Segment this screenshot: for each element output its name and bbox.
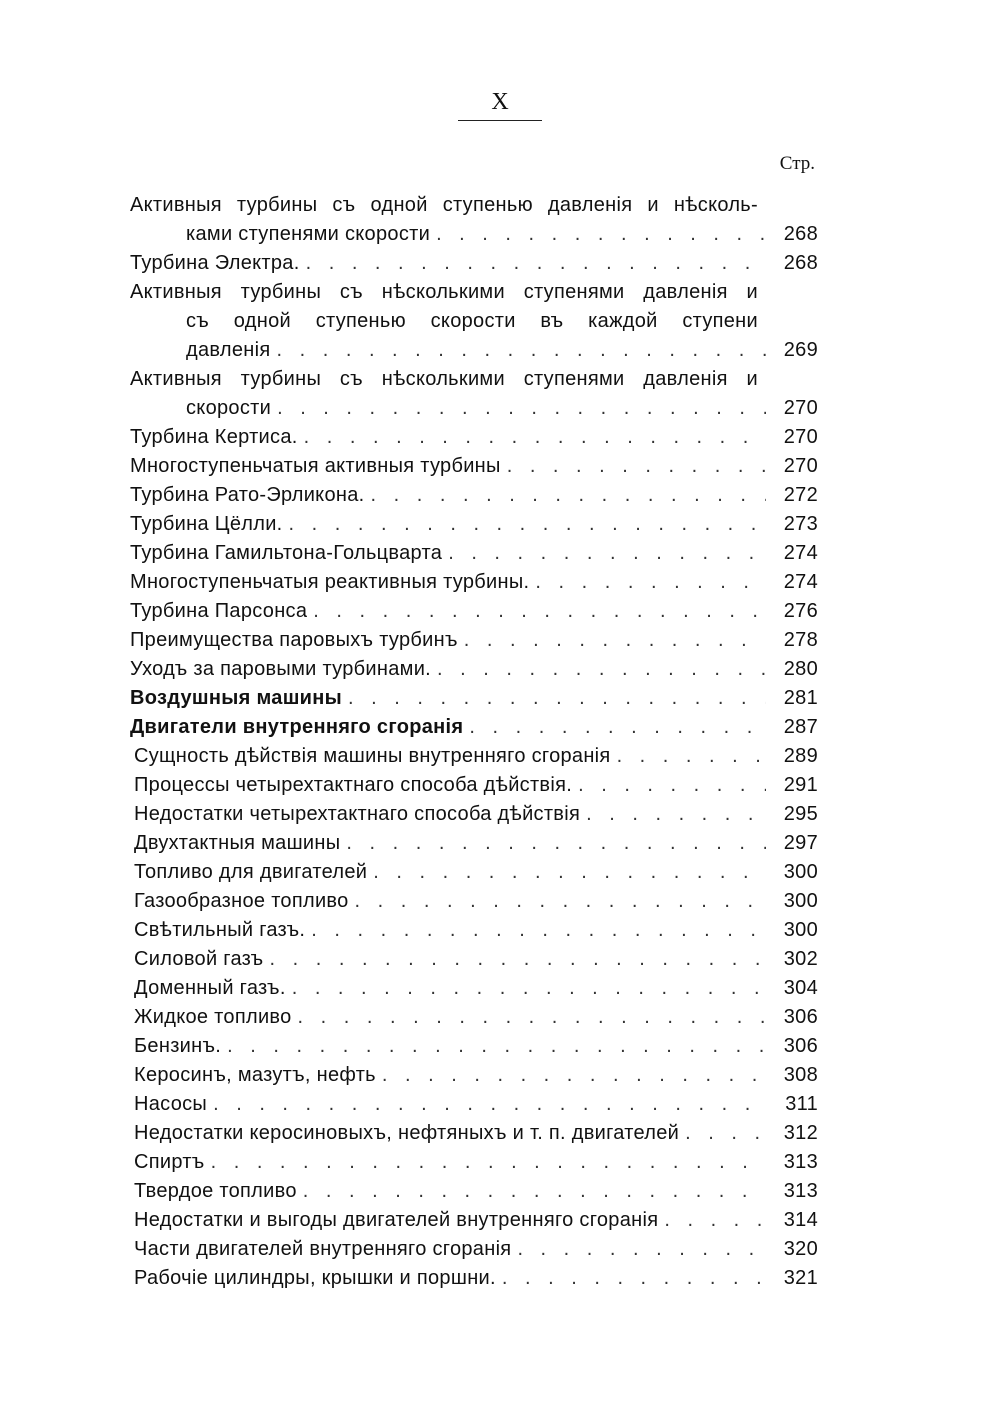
- toc-entry-line: [130, 394, 818, 423]
- toc-entry-title: скорости: [186, 397, 272, 419]
- toc-entry: [130, 800, 818, 829]
- dot-leader: [277, 394, 766, 423]
- dot-leader: [311, 916, 766, 945]
- dot-leader: [348, 684, 766, 713]
- page-number: X: [491, 89, 509, 115]
- toc-entry-title: Турбина Гамильтона-Гольцварта: [130, 542, 443, 564]
- toc-entry-title: Преимущества паровыхъ турбинъ: [130, 629, 458, 651]
- toc-entry-title: Турбина Цёлли.: [130, 513, 283, 535]
- toc-entry: [130, 1148, 818, 1177]
- toc-entry-page: 268: [783, 252, 818, 274]
- toc-entry-title: Газообразное топливо: [134, 890, 349, 912]
- toc-entry-title: Твердое топливо: [134, 1180, 297, 1202]
- dot-leader: [276, 336, 766, 365]
- toc-entry-line: [130, 423, 818, 452]
- dot-leader: [437, 655, 766, 684]
- toc-entry-page: 308: [783, 1064, 818, 1086]
- toc-entry-page: 300: [783, 861, 818, 883]
- toc-entry-page: 280: [783, 658, 818, 680]
- toc-entry-line: [130, 597, 818, 626]
- toc-entry-page: 312: [783, 1122, 818, 1144]
- toc-entry-line: [134, 858, 818, 887]
- toc-entry: [130, 1206, 818, 1235]
- toc-entry-text: Активныя турбины съ нѣсколькими ступенями давленія и: [130, 368, 758, 390]
- toc-entry-title: Недостатки четырехтактнаго способа дѣйствія: [134, 803, 581, 825]
- toc-entry: [130, 626, 818, 655]
- toc-entry-line: [134, 1177, 818, 1206]
- toc-entry: [130, 916, 818, 945]
- toc-entry: [130, 771, 818, 800]
- toc-entry-page: 300: [783, 919, 818, 941]
- toc-entry-page: 287: [783, 716, 818, 738]
- toc-entry-page: 278: [783, 629, 818, 651]
- toc-entry-title: Двигатели внутренняго сгоранія: [130, 716, 464, 738]
- toc-entry: [130, 655, 818, 684]
- toc-entry-text: Активныя турбины съ одной ступенью давленія и нѣсколь-: [130, 194, 758, 216]
- toc-entry-title: Части двигателей внутренняго сгоранія: [134, 1238, 512, 1260]
- toc-entry-page: 311: [785, 1093, 818, 1115]
- toc-entry-title: Недостатки керосиновыхъ, нефтяныхъ и т. п. двигателей: [134, 1122, 680, 1144]
- toc-entry-title: давленія: [186, 339, 271, 361]
- toc-entry-line: [130, 713, 818, 742]
- toc-entry-line: [130, 365, 818, 394]
- toc-entry-page: 297: [783, 832, 818, 854]
- dot-leader: [269, 945, 766, 974]
- toc-entry-title: Рабочіе цилиндры, крышки и поршни.: [134, 1267, 496, 1289]
- toc-entry-line: [134, 1206, 818, 1235]
- toc-entry-title: Насосы: [134, 1093, 208, 1115]
- toc-entry-line: [130, 336, 818, 365]
- toc-entry-page: 281: [783, 687, 818, 709]
- toc-entry-title: Топливо для двигателей: [134, 861, 368, 883]
- page-column-label: Стр.: [779, 153, 815, 174]
- toc-entry-title: Недостатки и выгоды двигателей внутренняго сгоранія: [134, 1209, 659, 1231]
- toc-entry-title: Уходъ за паровыми турбинами.: [130, 658, 432, 680]
- toc-entry: [130, 568, 818, 597]
- toc-entry-line: [134, 1119, 818, 1148]
- toc-entry-title: Турбина Парсонса: [130, 600, 308, 622]
- dot-leader: [586, 800, 766, 829]
- toc-entry-line: [134, 945, 818, 974]
- toc-entry-line: [134, 1090, 818, 1119]
- toc-entry-title: Процессы четырехтактнаго способа дѣйствія.: [134, 774, 573, 796]
- toc-entry-page: 268: [783, 223, 818, 245]
- toc-entry: [130, 249, 818, 278]
- toc-entry-line: [134, 974, 818, 1003]
- dot-leader: [213, 1090, 766, 1119]
- toc-entry: [130, 684, 818, 713]
- dot-leader: [617, 742, 766, 771]
- toc-entry-page: 289: [783, 745, 818, 767]
- toc-entry-page: 302: [783, 948, 818, 970]
- dot-leader: [303, 1177, 766, 1206]
- toc-entry: [130, 1090, 818, 1119]
- toc-entry-line: [130, 278, 818, 307]
- dot-leader: [382, 1061, 766, 1090]
- toc-entry-line: [130, 191, 818, 220]
- toc-entry: [130, 278, 818, 365]
- toc-entry-line: [130, 626, 818, 655]
- toc-entry-title: Свѣтильный газъ.: [134, 919, 306, 941]
- toc-entry-page: 276: [783, 600, 818, 622]
- toc-entry-page: 269: [783, 339, 818, 361]
- toc-entry-page: 313: [783, 1151, 818, 1173]
- toc-entry-line: [134, 771, 818, 800]
- header-rule-secondary: [465, 120, 535, 121]
- toc-entry-line: [130, 510, 818, 539]
- toc-entry: [130, 191, 818, 249]
- toc-entry-page: 272: [783, 484, 818, 506]
- dot-leader: [289, 510, 766, 539]
- toc-entry-line: [134, 1061, 818, 1090]
- toc-entry-page: 314: [783, 1209, 818, 1231]
- toc-entry: [130, 1119, 818, 1148]
- toc-entry-line: [130, 452, 818, 481]
- toc-entry: [130, 829, 818, 858]
- toc-entry-line: [134, 829, 818, 858]
- toc-entry-line: [130, 481, 818, 510]
- toc-entry-line: [134, 1264, 818, 1293]
- dot-leader: [211, 1148, 766, 1177]
- toc-entry: [130, 1177, 818, 1206]
- toc-entry-page: 300: [783, 890, 818, 912]
- dot-leader: [436, 220, 766, 249]
- toc-entry-page: 313: [783, 1180, 818, 1202]
- toc-entry-title: Спиртъ: [134, 1151, 205, 1173]
- toc-entry-line: [130, 220, 818, 249]
- dot-leader: [502, 1264, 766, 1293]
- toc-entry: [130, 974, 818, 1003]
- toc-entry-line: [134, 1235, 818, 1264]
- toc-entry-page: 304: [783, 977, 818, 999]
- page-header: [0, 88, 1000, 121]
- dot-leader: [306, 249, 766, 278]
- toc-entry: [130, 481, 818, 510]
- dot-leader: [578, 771, 766, 800]
- toc-entry-title: Керосинъ, мазутъ, нефть: [134, 1064, 376, 1086]
- toc-entry-line: [134, 1032, 818, 1061]
- dot-leader: [685, 1119, 766, 1148]
- toc-entry-line: [134, 742, 818, 771]
- toc-entry-line: [134, 1003, 818, 1032]
- toc-entry-page: 274: [783, 542, 818, 564]
- toc-entry-title: Двухтактныя машины: [134, 832, 341, 854]
- toc-entry: [130, 887, 818, 916]
- toc-entry: [130, 597, 818, 626]
- dot-leader: [298, 1003, 766, 1032]
- toc-entry: [130, 945, 818, 974]
- toc-entry-line: [130, 249, 818, 278]
- toc-entry-title: Силовой газъ: [134, 948, 264, 970]
- toc-entry-line: [130, 684, 818, 713]
- dot-leader: [535, 568, 766, 597]
- dot-leader: [664, 1206, 766, 1235]
- toc-entry: [130, 423, 818, 452]
- toc-entry-page: 321: [783, 1267, 818, 1289]
- toc-entry-line: [134, 1148, 818, 1177]
- dot-leader: [517, 1235, 766, 1264]
- toc-entry-title: Турбина Электра.: [130, 252, 300, 274]
- toc-entry-title: Турбина Рато-Эрликона.: [130, 484, 365, 506]
- toc-entry-page: 291: [783, 774, 818, 796]
- toc-entry-text: съ одной ступенью скорости въ каждой ступени: [186, 310, 758, 332]
- toc-entry: [130, 1061, 818, 1090]
- dot-leader: [304, 423, 766, 452]
- toc-entry-title: Доменный газъ.: [134, 977, 286, 999]
- toc-entry: [130, 1235, 818, 1264]
- dot-leader: [313, 597, 766, 626]
- toc-entry-title: Многоступеньчатыя активныя турбины: [130, 455, 501, 477]
- dot-leader: [464, 626, 766, 655]
- toc-entry-line: [130, 568, 818, 597]
- dot-leader: [292, 974, 766, 1003]
- toc-entry: [130, 1003, 818, 1032]
- toc-entry-line: [130, 655, 818, 684]
- toc-entry-page: 270: [783, 455, 818, 477]
- toc-entry-title: ками ступенями скорости: [186, 223, 431, 245]
- toc-entry: [130, 510, 818, 539]
- dot-leader: [355, 887, 766, 916]
- toc-entry-title: Сущность дѣйствія машины внутренняго сгоранія: [134, 745, 611, 767]
- table-of-contents: [130, 191, 818, 1293]
- toc-entry-page: 295: [783, 803, 818, 825]
- toc-entry: [130, 365, 818, 423]
- toc-entry: [130, 452, 818, 481]
- toc-entry-title: Турбина Кертиса.: [130, 426, 298, 448]
- toc-entry: [130, 539, 818, 568]
- toc-entry-title: Многоступеньчатыя реактивныя турбины.: [130, 571, 530, 593]
- toc-entry-title: Жидкое топливо: [134, 1006, 292, 1028]
- dot-leader: [227, 1032, 766, 1061]
- toc-entry-line: [134, 887, 818, 916]
- toc-entry-page: 270: [783, 397, 818, 419]
- toc-entry-line: [134, 800, 818, 829]
- dot-leader: [507, 452, 766, 481]
- dot-leader: [373, 858, 766, 887]
- dot-leader: [371, 481, 766, 510]
- toc-entry-page: 306: [783, 1035, 818, 1057]
- toc-entry-line: [134, 916, 818, 945]
- dot-leader: [448, 539, 766, 568]
- toc-entry: [130, 858, 818, 887]
- toc-entry-page: 274: [783, 571, 818, 593]
- toc-entry: [130, 742, 818, 771]
- toc-entry-title: Воздушныя машины: [130, 687, 343, 709]
- toc-entry: [130, 1032, 818, 1061]
- toc-entry-page: 320: [783, 1238, 818, 1260]
- toc-entry-line: [130, 539, 818, 568]
- toc-entry-page: 306: [783, 1006, 818, 1028]
- dot-leader: [469, 713, 766, 742]
- toc-entry-line: [130, 307, 818, 336]
- toc-entry: [130, 1264, 818, 1293]
- toc-entry-page: 273: [783, 513, 818, 535]
- dot-leader: [346, 829, 766, 858]
- toc-entry-text: Активныя турбины съ нѣсколькими ступенями давленія и: [130, 281, 758, 303]
- toc-entry-page: 270: [783, 426, 818, 448]
- toc-entry: [130, 713, 818, 742]
- toc-entry-title: Бензинъ.: [134, 1035, 222, 1057]
